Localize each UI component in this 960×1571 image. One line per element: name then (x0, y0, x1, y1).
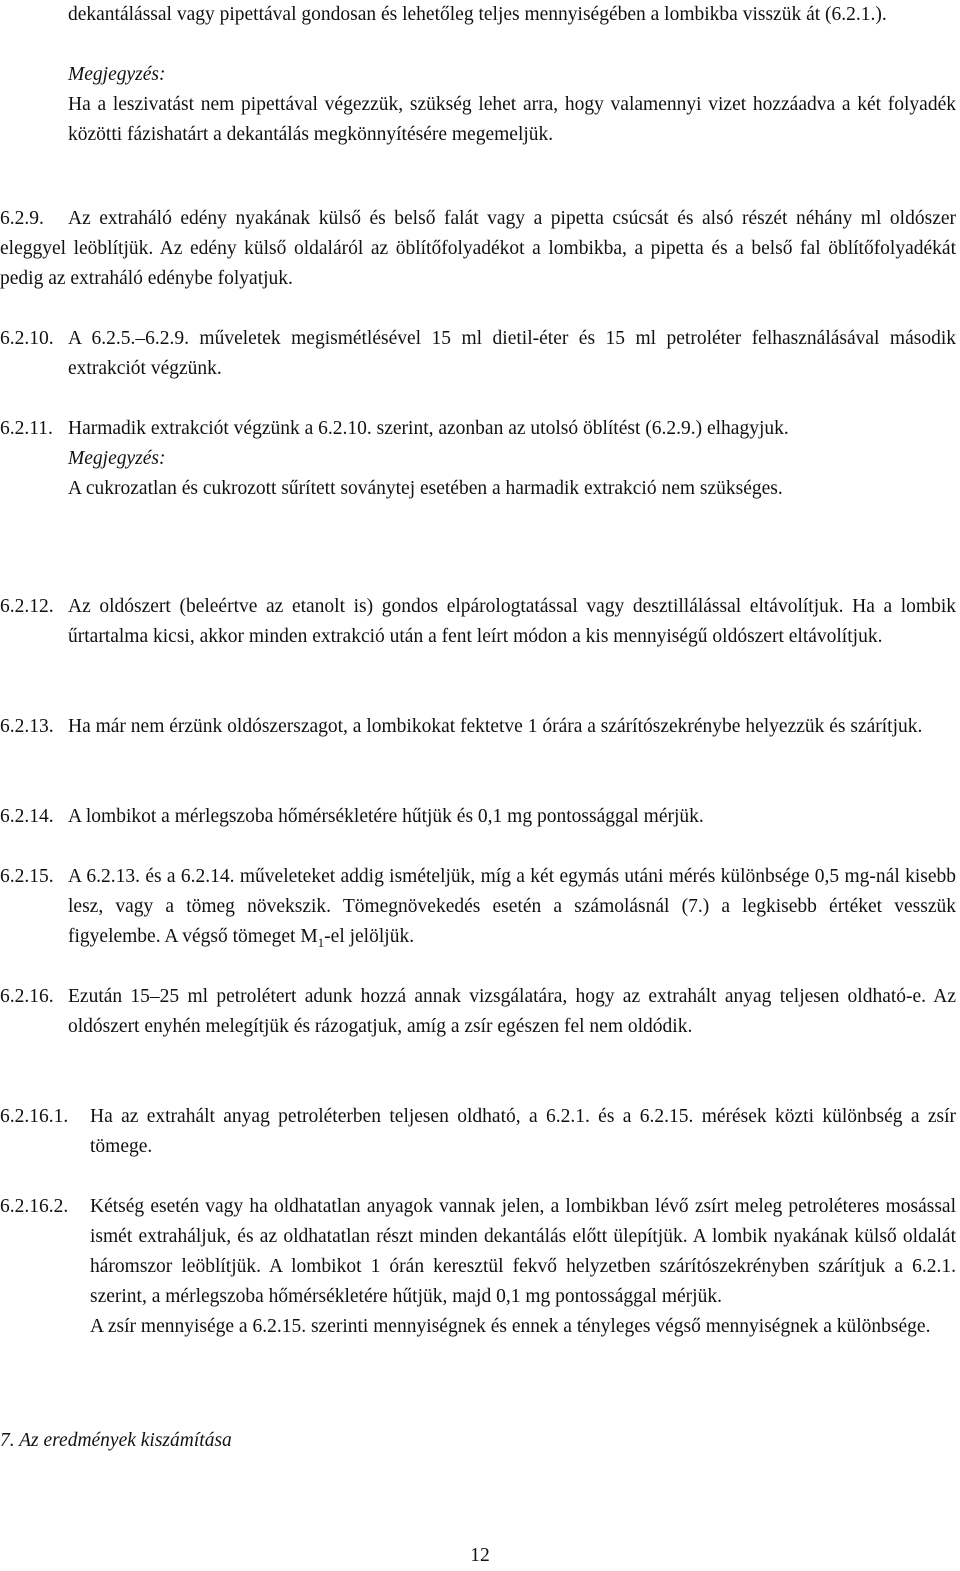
item-text: Ha az extrahált anyag petroléterben teljesen oldható, a 6.2.1. és a 6.2.15. mérések közti különbség a zsír tömege. (90, 1106, 956, 1157)
item-number: 6.2.10. (0, 328, 54, 349)
item-text (68, 862, 956, 952)
item-6-2-9 (0, 204, 956, 294)
item-text: Az extraháló edény nyakának külső és belső falát vagy a pipetta csúcsát és alsó részét néhány ml oldószer eleggyel leöblítjük. Az edény külső oldaláról az öblítőfolyadékot a lombikba, a pipetta és a belső fal öblítőfolyadékát pedig az extraháló edénybe folyatjuk. (0, 208, 956, 289)
item-number: 6.2.13. (0, 716, 54, 737)
item-number: 6.2.16.2. (0, 1196, 69, 1217)
item-text: A lombikot a mérlegszoba hőmérsékletére hűtjük és 0,1 mg pontossággal mérjük. (68, 806, 704, 827)
item-6-2-14 (0, 802, 956, 832)
item-text: A 6.2.5.–6.2.9. műveletek megismétlésével 15 ml dietil-éter és 15 ml petroléter felhasználásával második extrakciót végzünk. (68, 328, 956, 379)
item-text: Ezután 15–25 ml petrolétert adunk hozzá annak vizsgálatára, hogy az extrahált anyag teljesen oldható-e. Az oldószert enyhén melegítjük és rázogatjuk, amíg a zsír egészen fel nem oldódik. (68, 986, 956, 1037)
note-text: A cukrozatlan és cukrozott sűrített soványtej esetében a harmadik extrakció nem szükséges. (68, 478, 783, 499)
note-label: Megjegyzés: (68, 64, 166, 85)
item-text-b: -el jelöljük. (324, 926, 415, 947)
paragraph-text: dekantálással vagy pipettával gondosan és lehetőleg teljes mennyiségében a lombikba visszük át (6.2.1.). (68, 4, 887, 25)
note-label: Megjegyzés: (68, 448, 166, 469)
continuation-paragraph (68, 0, 956, 30)
item-text-a: A 6.2.13. és a 6.2.14. műveleteket addig ismételjük, míg a két egymás utáni mérés különbsége 0,5 mg-nál kisebb lesz, vagy a tömeg növekszik. Tömegnövekedés esetén a számolásnál (7.) a legkisebb értéket vesszük figyelembe. A végső tömeget M (68, 866, 956, 947)
item-6-2-11 (0, 414, 956, 504)
item-text-2: A zsír mennyisége a 6.2.15. szerinti mennyiségnek és ennek a tényleges végső mennyiségnek a különbsége. (90, 1316, 931, 1337)
item-6-2-16-1 (0, 1102, 956, 1162)
note-block-1 (68, 60, 956, 150)
item-6-2-16-2 (0, 1192, 956, 1342)
note-text: Ha a leszivatást nem pipettával végezzük, szükség lehet arra, hogy valamennyi vizet hozzáadva a két folyadék közötti fázishatárt a dekantálás megkönnyítésére megemeljük. (68, 94, 956, 145)
item-number: 6.2.16.1. (0, 1106, 69, 1127)
item-6-2-12 (0, 592, 956, 652)
item-6-2-16 (0, 982, 956, 1042)
item-6-2-10 (0, 324, 956, 384)
page-number: 12 (470, 1545, 490, 1566)
item-text: Harmadik extrakciót végzünk a 6.2.10. szerint, azonban az utolsó öblítést (6.2.9.) elhagyjuk. (68, 418, 789, 439)
item-number: 6.2.16. (0, 986, 54, 1007)
item-text: Az oldószert (beleértve az etanolt is) gondos elpárologtatással vagy desztillálással eltávolítjuk. Ha a lombik űrtartalma kicsi, akkor minden extrakció után a fent leírt módon a kis mennyiségű oldószert eltávolítjuk. (68, 596, 956, 647)
subscript: 1 (317, 934, 325, 950)
item-number: 6.2.15. (0, 866, 54, 887)
item-number: 6.2.9. (0, 208, 44, 229)
item-number: 6.2.14. (0, 806, 54, 827)
item-number: 6.2.11. (0, 418, 53, 439)
item-number: 6.2.12. (0, 596, 54, 617)
item-6-2-15 (0, 862, 956, 952)
item-text: Ha már nem érzünk oldószerszagot, a lombikokat fektetve 1 órára a szárítószekrénybe helyezzük és szárítjuk. (68, 716, 923, 737)
section-heading: 7. Az eredmények kiszámítása (0, 1430, 232, 1451)
item-text: Kétség esetén vagy ha oldhatatlan anyagok vannak jelen, a lombikban lévő zsírt meleg petroléteres mosással ismét extraháljuk, és az oldhatatlan részt minden dekantálás előtt ülepítjük. A lombik nyakának külső oldalát háromszor leöblítjük. A lombikot 1 órán keresztül fekvő helyzetben szárítószekrényben szárítjuk a 6.2.1. szerint, a mérlegszoba hőmérsékletére hűtjük, majd 0,1 mg pontossággal mérjük. (90, 1196, 956, 1307)
item-6-2-13 (0, 712, 956, 742)
